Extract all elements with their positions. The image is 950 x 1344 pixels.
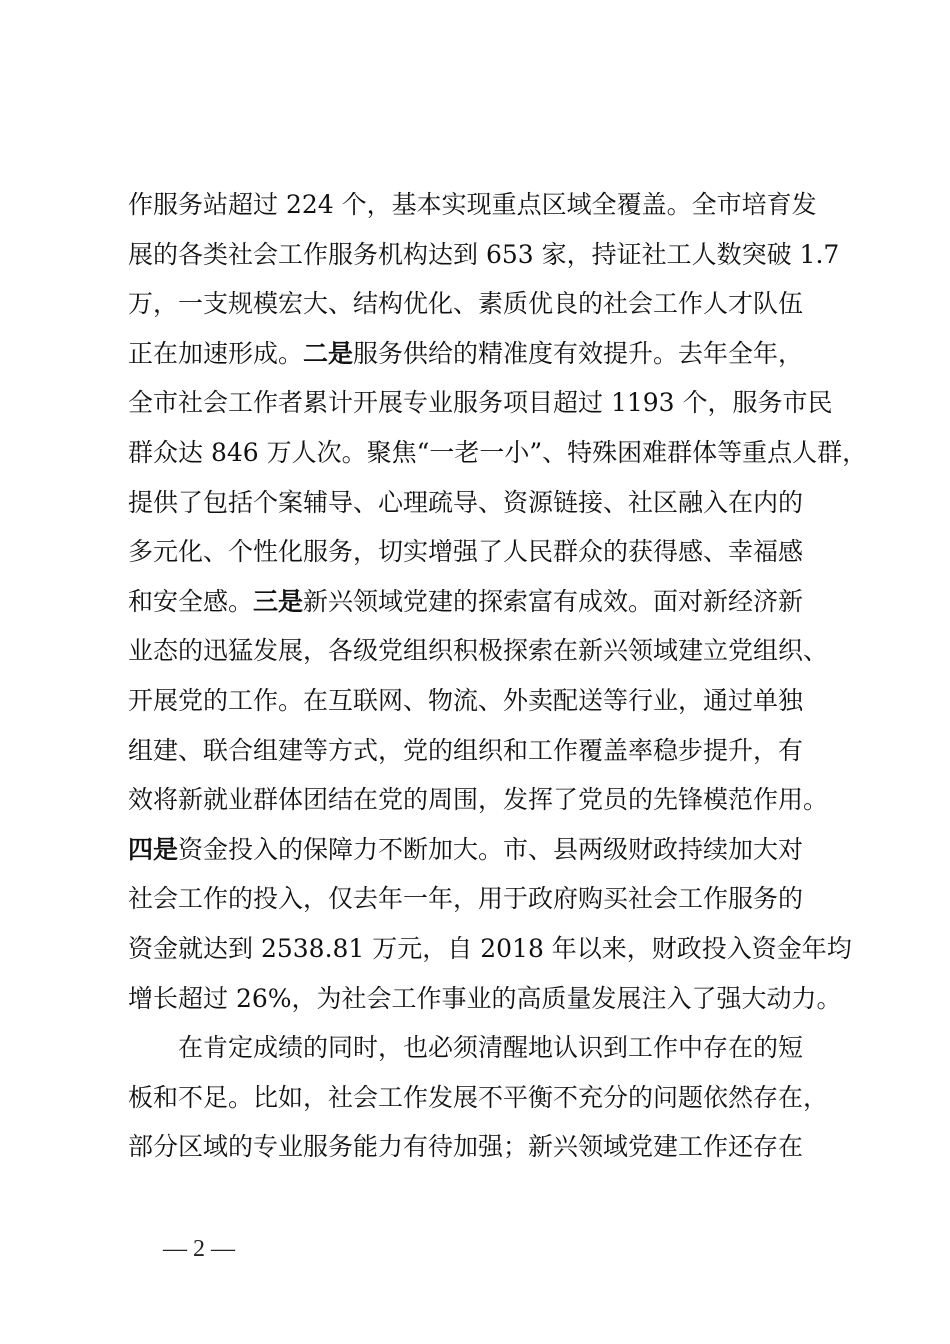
text-line: 提供了包括个案辅导、心理疏导、资源链接、社区融入在内的: [128, 487, 804, 517]
text-line: 部分区域的专业服务能力有待加强；新兴领域党建工作还存在: [128, 1132, 804, 1162]
text-line: 增长超过 26%，为社会工作事业的高质量发展注入了强大动力。: [128, 983, 842, 1013]
text-line: 正在加速形成。二是服务供给的精准度有效提升。去年全年，: [128, 338, 804, 368]
text-line: 万，一支规模宏大、结构优化、素质优良的社会工作人才队伍: [128, 289, 804, 319]
text-line: 四是资金投入的保障力不断加大。市、县两级财政持续加大对: [128, 834, 804, 864]
paragraph-start-line: 在肯定成绩的同时，也必须清醒地认识到工作中存在的短: [178, 1033, 804, 1063]
text-line: 开展党的工作。在互联网、物流、外卖配送等行业，通过单独: [128, 685, 804, 715]
point-four-heading: 四是: [128, 834, 179, 864]
text-line: 资金就达到 2538.81 万元，自 2018 年以来，财政投入资金年均: [128, 933, 852, 963]
text-line: 全市社会工作者累计开展专业服务项目超过 1193 个，服务市民: [128, 388, 833, 418]
text-line: 和安全感。三是新兴领域党建的探索富有成效。面对新经济新: [128, 586, 804, 616]
point-three-heading: 三是: [253, 586, 304, 616]
text-line: 组建、联合组建等方式，党的组织和工作覆盖率稳步提升，有: [128, 735, 804, 765]
text-line: 多元化、个性化服务，切实增强了人民群众的获得感、幸福感: [128, 537, 804, 567]
text-line: 效将新就业群体团结在党的周围，发挥了党员的先锋模范作用。: [128, 785, 829, 815]
text-line: 群众达 846 万人次。聚焦“一老一小”、特殊困难群体等重点人群，: [128, 437, 868, 467]
page-number: — 2 —: [163, 1236, 235, 1262]
text-line: 展的各类社会工作服务机构达到 653 家，持证社工人数突破 1.7: [128, 239, 840, 269]
body-text: [128, 180, 868, 1172]
text-line: 社会工作的投入，仅去年一年，用于政府购买社会工作服务的: [128, 884, 804, 914]
text-line: 板和不足。比如，社会工作发展不平衡不充分的问题依然存在，: [128, 1082, 829, 1112]
point-two-heading: 二是: [303, 338, 354, 368]
text-line: 作服务站超过 224 个，基本实现重点区域全覆盖。全市培育发: [128, 190, 817, 219]
text-line: 业态的迅猛发展，各级党组织积极探索在新兴领域建立党组织、: [128, 636, 829, 666]
